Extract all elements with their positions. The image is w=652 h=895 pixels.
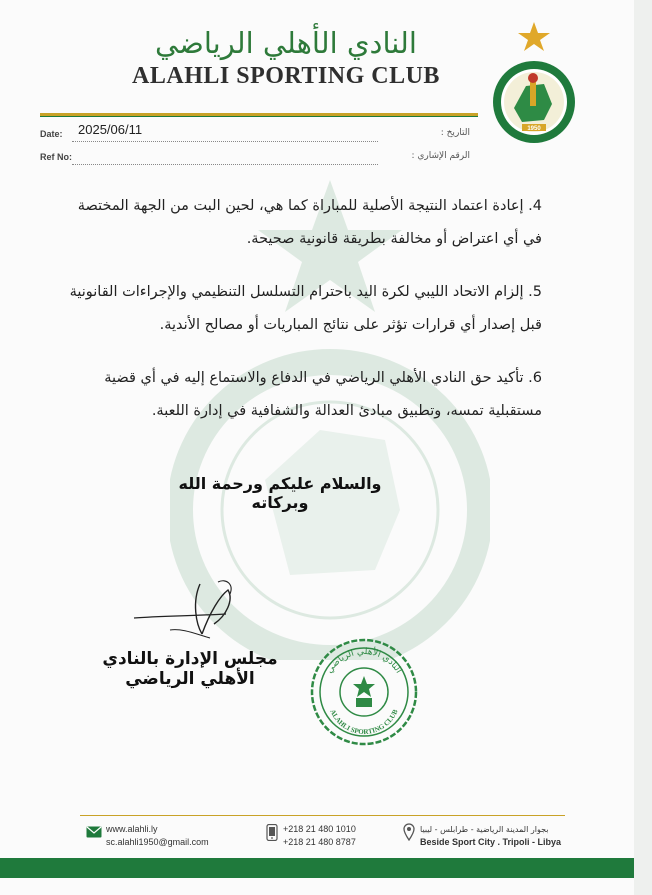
stamp-text-english: ALAHLI SPORTING CLUB (328, 708, 400, 737)
footer-green-bar (0, 858, 634, 878)
ref-row (40, 149, 470, 167)
date-dotted-line (72, 141, 378, 142)
location-pin-icon (403, 823, 415, 841)
date-label: Date: (40, 129, 63, 139)
footer-phones (283, 823, 356, 849)
logo-year: 1950 (527, 126, 541, 132)
header-divider-green (40, 116, 478, 117)
svg-text:النادي الأهلي الرياضي (325, 646, 404, 675)
date-value: 2025/06/11 (78, 122, 143, 137)
date-row (40, 122, 470, 144)
ref-label-arabic: الرقم الإشاري : (411, 151, 470, 161)
ref-label: Ref No: (40, 152, 72, 162)
footer-divider (80, 815, 565, 816)
star-icon (518, 22, 550, 51)
mail-icon (86, 826, 102, 838)
phone-icon (266, 824, 278, 841)
footer-email[interactable]: sc.alahli1950@gmail.com (106, 837, 209, 847)
paragraph-6: 6. تأكيد حق النادي الأهلي الرياضي في الدفاع والاستماع إليه في أي قضية مستقبلية تمسه، وتطبيق مبادئ العدالة والشفافية في إدارة اللعبة. (104, 370, 542, 419)
paragraph-5: 5. إلزام الاتحاد الليبي لكرة اليد باحترام التسلسل التنظيمي والإجراءات القانونية قبل إصدار أي قرارات تؤثر على نتائج المباريات أو مصالح الأندية. (69, 284, 542, 333)
club-stamp (308, 636, 420, 748)
footer-address-arabic: بجوار المدينة الرياضية - طرابلس - ليبيا (420, 825, 549, 834)
handwritten-signature (130, 572, 260, 652)
letter-body (62, 190, 542, 448)
club-name-english: ALAHLI SPORTING CLUB (132, 63, 440, 89)
footer-website[interactable]: www.alahli.ly (106, 824, 158, 834)
club-logo (486, 20, 582, 146)
paragraph-4: 4. إعادة اعتماد النتيجة الأصلية للمباراة كما هي، لحين البت من الجهة المختصة في أي اعتراض أو مخالفة بطريقة قانونية صحيحة. (77, 198, 542, 247)
svg-text:ALAHLI SPORTING CLUB (328, 708, 399, 736)
closing-greeting: والسلام عليكم ورحمة الله وبركاته (178, 474, 382, 512)
stamp-text-arabic: النادي الأهلي الرياضي (324, 646, 404, 676)
footer-address-english: Beside Sport City . Tripoli - Libya (420, 837, 562, 847)
footer-address (420, 823, 570, 849)
footer-phone-2[interactable]: +218 21 480 8787 (283, 837, 356, 847)
date-label-arabic: التاريخ : (440, 128, 470, 138)
page-edge (634, 0, 652, 895)
footer-phone-1[interactable]: +218 21 480 1010 (283, 824, 356, 834)
board-of-directors-label: مجلس الإدارة بالنادي الأهلي الرياضي (102, 649, 278, 689)
club-name-arabic: النادي الأهلي الرياضي (155, 26, 417, 60)
footer-contact-web (106, 823, 209, 849)
ref-dotted-line (72, 164, 378, 165)
